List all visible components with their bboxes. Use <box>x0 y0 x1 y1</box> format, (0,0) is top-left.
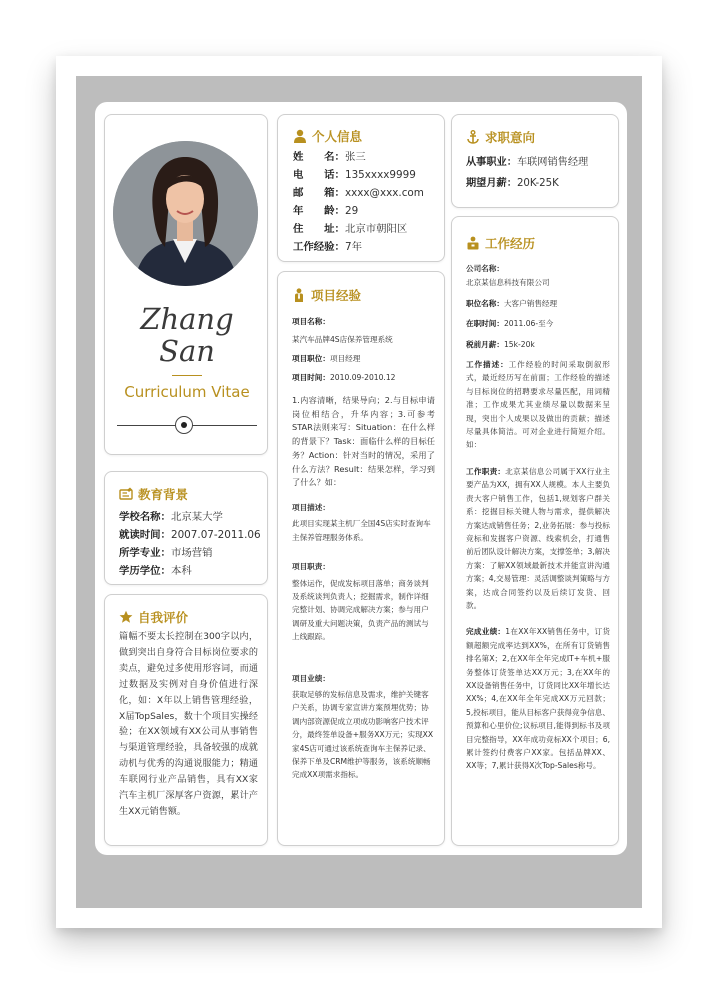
divider-target-icon <box>175 416 193 434</box>
intent-row: 期望月薪：20K-25K <box>466 178 559 189</box>
personal-row: 住 址：北京市朝阳区 <box>293 223 408 235</box>
profile-card <box>104 114 268 455</box>
tie-person-icon <box>292 288 306 302</box>
project-name-value: 某汽车品牌4S店保养管理系统 <box>292 335 393 344</box>
anchor-icon <box>466 130 480 144</box>
work-duty: 工作职责：北京某信息公司属于XX行业主要产品为XX，拥有XX人规模。本人主要负责大客户销售工作，包括1,规划客户群关系：挖掘目标关键人物与需求，提供解决方案达成销售任务；2,业务拓展：参与投标竞标和发掘客户资源、线索机会，打通售前后团队设计解决方案，支撑签单；3,解决方案：了解XX领域最新技术并能宣讲沟通方案；4,交易管理：灵活调整谈判策略与方案，达成合同签约以及后续订发货、回款。 <box>466 466 611 610</box>
work-tenure-row: 在职时间：2011.06-至今 <box>466 319 554 329</box>
education-title: 教育背景 <box>119 485 267 503</box>
personal-row: 电 话：135xxxx9999 <box>293 169 416 181</box>
briefcase-person-icon <box>466 236 480 250</box>
work-company-value: 北京某信息科技有限公司 <box>466 278 550 288</box>
personal-row: 工作经验：7年 <box>293 241 362 253</box>
intent-row: 从事职业：车联网销售经理 <box>466 157 589 168</box>
work-position-row: 职位名称：大客户销售经理 <box>466 298 558 308</box>
id-card-icon <box>119 487 133 501</box>
personal-row: 姓 名：张三 <box>293 151 366 163</box>
project-name-row: 项目名称： <box>292 317 330 326</box>
project-desc-label: 项目描述： <box>292 502 330 512</box>
personal-row: 年 龄：29 <box>293 205 359 217</box>
project-duty-label: 项目职责： <box>292 562 330 572</box>
work-result: 完成业绩：1在XX年XX销售任务中，订货额超额完成率达到XX%，在所有订货销售排名第X；2,在XX年全年完成IT+车机+服务整体订货签单达XX万元；3,在XX年的XX设备销售任务中，订货同比XX年增长达XX%；4,在XX年全年完成XX万元回款；5,投标项目，能从目标客户获得竞争信息、预算和心里价位;议标项目,能得到标书及项目完整指导，XX年成功竞标XX个项目；6,累计签约付费客户XX家。包括品牌XX、XX等；7,累计获得X次Top-Sales称号。 <box>466 627 611 771</box>
personal-info-card <box>277 114 445 262</box>
education-row: 所学专业：市场营销 <box>119 547 213 559</box>
star-icon <box>119 610 133 624</box>
project-intro: 1.内容清晰，结果导向；2.与目标申请岗位相结合，升华内容；3.可参考STAR法则来写：Situation：在什么样的背景下？Task：面临什么样的目标任务？Action：针对当时的情况，采用了什么方法？Result：结果怎样，学习到了什么？如： <box>292 395 435 488</box>
project-card <box>277 271 445 846</box>
education-card <box>104 471 268 585</box>
name-underline <box>172 375 202 376</box>
work-desc: 工作描述：工作经验的时间采取倒叙形式，最近经历写在前面；工作经验的描述与目标岗位的招聘要求尽量匹配，用词精准；工作成果尤其业绩尽量以数据来呈现，突出个人成果以及做出的贡献；描述尽量具体简洁。可对企业进行简短介绍。如： <box>466 360 611 450</box>
project-duty-text: 整体运作，促成发标项目落单；商务谈判及系统谈判负责人；挖掘需求，制作详细完整计划、协调完成解决方案；参与用户调研及重大问题决策，负责产品的测试与上线跟踪。 <box>292 578 429 642</box>
person-icon <box>293 129 307 143</box>
project-desc-text: 此项目实现某主机厂全国4S店实时查询车主保养管理服务体系。 <box>292 519 431 542</box>
work-salary-row: 税前月薪：15k-20k <box>466 339 535 349</box>
name-last: San <box>159 334 215 368</box>
work-card <box>451 216 619 846</box>
project-title: 项目经验 <box>292 286 435 304</box>
subtitle: Curriculum Vitae <box>124 383 250 401</box>
project-result-label: 项目业绩： <box>292 673 330 683</box>
education-row: 学校名称：北京某大学 <box>119 511 223 523</box>
work-title: 工作经历 <box>466 234 610 252</box>
personal-row: 邮 箱：xxxx@xxx.com <box>293 187 424 199</box>
project-result-text: 获取足够的发标信息及需求，维护关键客户关系，协调专家宣讲方案预埋优势；协调内部资源促成立项成功影响客户技术评分，最终签单设备+服务XX万元；实现XX家4S店可通过该系统查询车主保养记录、保养下单及CRM维护等服务，该系统顺畅完成XX项需求指标。 <box>292 689 434 780</box>
project-role-row: 项目职位：项目经理 <box>292 354 361 363</box>
job-intent-title: 求职意向 <box>466 128 618 146</box>
self-eval-text: 篇幅不要太长控制在300字以内，做到突出自身符合目标岗位要求的卖点，避免过多使用形容词，而通过数据及实例对自身价值进行深化，如：X年以上销售管理经验，X届TopSales，数十个项目实操经验；在XX领域有XX公司从事销售与渠道管理经验，具备较强的成就动机与优秀的沟通说服能力；精通车联网行业产品销售，具有XX家汽车主机厂深厚客户资源，累计产生XX元销售额。 <box>119 632 258 817</box>
job-intent-card <box>451 114 619 208</box>
education-row: 就读时间：2007.07-2011.06 <box>119 529 261 541</box>
education-row: 学历学位：本科 <box>119 565 192 577</box>
self-eval-card <box>104 594 268 846</box>
project-time-row: 项目时间：2010.09-2010.12 <box>292 373 396 382</box>
personal-info-title: 个人信息 <box>293 127 444 145</box>
work-company-label: 公司名称： <box>466 264 504 273</box>
self-eval-title: 自我评价 <box>119 608 258 626</box>
name-first: Zhang <box>140 302 234 336</box>
avatar <box>113 141 258 286</box>
